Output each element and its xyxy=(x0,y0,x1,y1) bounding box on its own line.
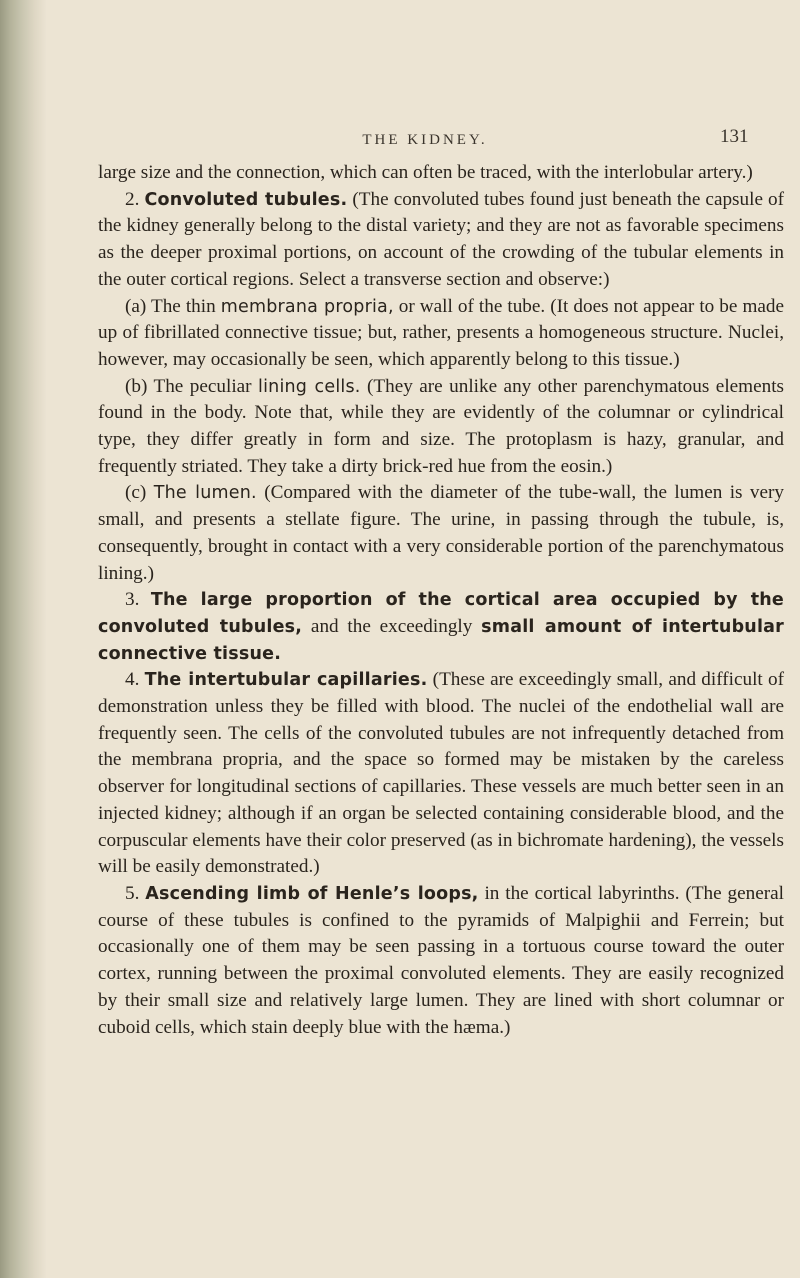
section-heading: lining cells. xyxy=(258,376,361,397)
text-run: and the exceedingly xyxy=(302,615,482,637)
text-run: 4. xyxy=(125,669,145,691)
paragraph xyxy=(98,374,784,481)
text-run: 3. xyxy=(125,589,151,611)
text-run: or wall of the tube. (It does not appear to be made up of fibrillated connective tissue; but, rather, presents a homogeneous structure. Nuclei, however, may occasionally be seen, which apparently belong to this tissue.) xyxy=(98,295,784,370)
text-run: (They are unlike any other parenchymatous elements found in the body. Note that, while they are evidently of the columnar or cylindrical type, they differ greatly in form and size. The protoplasm is hazy, granular, and frequently striated. They take a dirty brick-red hue from the eosin.) xyxy=(98,375,784,477)
paragraph xyxy=(98,480,784,587)
text-run: large size and the connection, which can often be traced, with the interlobular artery.) xyxy=(98,162,753,183)
section-heading: The lumen. xyxy=(153,483,257,504)
paragraph xyxy=(98,667,784,881)
section-heading: membrana propria, xyxy=(220,296,394,317)
binding-gutter-shadow xyxy=(0,0,46,1278)
text-run: in the cortical labyrinths. (The general course of these tubules is confined to the pyramids of Malpighii and Ferrein; but occasionally one of them may be seen passing in a tortuous course toward the outer cortex, running between the proximal convoluted elements. They are easily recognized by their small size and relatively large lumen. They are lined with short columnar or cuboid cells, which stain deeply blue with the hæma.) xyxy=(98,882,784,1038)
page-number: 131 xyxy=(720,126,749,147)
text-run: 5. xyxy=(125,882,146,904)
text-run: (The convoluted tubes found just beneath the capsule of the kidney generally belong to the distal variety; and they are not as favorable specimens as the deeper proximal portions, on account of the crowding of the tubular elements in the outer cortical regions. Select a transverse section and observe:) xyxy=(98,188,785,290)
text-run: (Compared with the diameter of the tube-wall, the lumen is very small, and presents a stellate figure. The urine, in passing through the tubule, is, consequently, brought in contact with a very considerable portion of the parenchymatous lining.) xyxy=(98,482,784,584)
text-run: (These are exceedingly small, and difficult of demonstration unless they be filled with blood. The nuclei of the endothelial wall are frequently seen. The cells of the convoluted tubules are not infrequently detached from the membrana propria, and the space so formed may be mistaken by the careless observer for longitudinal sections of capillaries. These vessels are much better seen in an injected kidney; although if an organ be selected containing considerable blood, and the corpuscular elements have their color preserved (as in bichromate hardening), the vessels will be easily demonstrated.) xyxy=(98,669,784,878)
section-heading: Ascending limb of Henle’s loops, xyxy=(145,883,479,904)
running-title: THE KIDNEY. xyxy=(362,132,488,148)
paragraph xyxy=(98,294,784,374)
section-heading: Convoluted tubules. xyxy=(144,189,348,210)
text-run: (b) The peculiar xyxy=(125,375,259,397)
section-heading: The large proportion of the cortical area occupied by the convoluted tubules, xyxy=(98,590,784,637)
body-text xyxy=(98,160,784,1041)
running-header xyxy=(0,126,800,156)
section-heading: The intertubular capillaries. xyxy=(144,670,428,691)
paragraph xyxy=(98,160,784,187)
text-run: 2. xyxy=(125,188,145,210)
paragraph xyxy=(98,587,784,667)
paragraph xyxy=(98,187,784,294)
text-run: (c) xyxy=(125,482,154,504)
section-heading: small amount of intertubular connective tissue. xyxy=(98,616,785,664)
paragraph xyxy=(98,881,784,1041)
text-run: (a) The thin xyxy=(125,295,221,317)
